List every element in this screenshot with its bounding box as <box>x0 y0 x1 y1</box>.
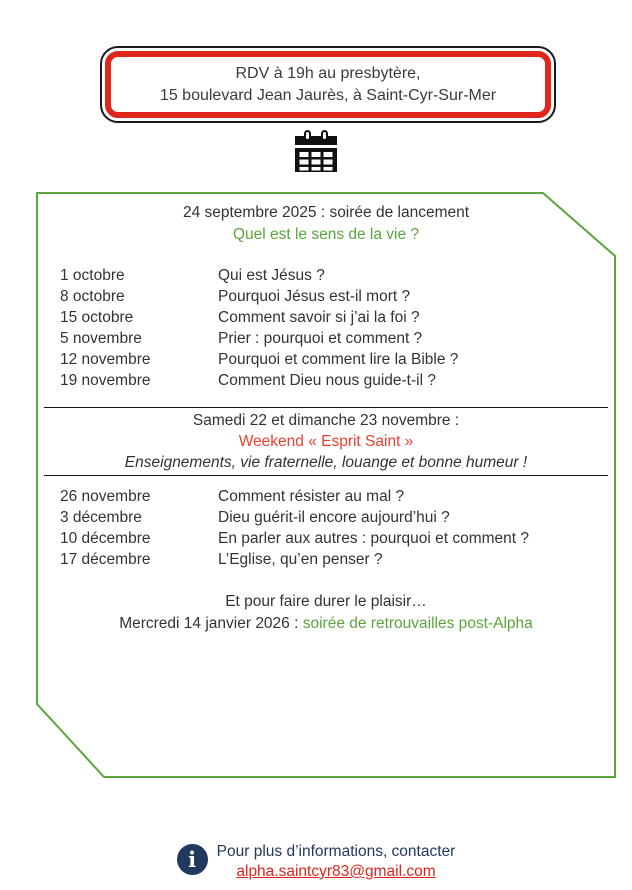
session-topic: Comment savoir si j’ai la foi ? <box>218 309 420 326</box>
launch-line: 24 septembre 2025 : soirée de lancement <box>182 204 470 221</box>
session-date: 5 novembre <box>60 330 142 347</box>
weekend-subtitle: Enseignements, vie fraternelle, louange et bonne humeur ! <box>124 454 528 471</box>
session-row <box>36 486 616 507</box>
session-date: 26 novembre <box>60 488 151 505</box>
session-topic: Comment Dieu nous guide-t-il ? <box>218 372 436 389</box>
info-icon: i <box>177 844 208 875</box>
session-topic: Comment résister au mal ? <box>218 488 405 505</box>
divider-bottom <box>44 475 608 476</box>
calendar-icon <box>293 130 339 174</box>
contact-text: Pour plus d’informations, contacter <box>216 843 456 860</box>
session-row <box>36 528 616 549</box>
session-topic: Pourquoi Jésus est-il mort ? <box>218 288 411 305</box>
closing-event: soirée de retrouvailles post-Alpha <box>302 615 533 632</box>
session-row <box>36 286 616 307</box>
session-date: 3 décembre <box>60 509 142 526</box>
session-row <box>36 370 616 391</box>
weekend-dates: Samedi 22 et dimanche 23 novembre : <box>192 412 460 429</box>
program-content <box>36 192 616 635</box>
sessions-part-1 <box>36 265 616 391</box>
session-date: 15 octobre <box>60 309 134 326</box>
footer-text <box>217 842 456 882</box>
program-box <box>36 192 616 778</box>
session-row <box>36 328 616 349</box>
session-date: 17 décembre <box>60 551 151 568</box>
address-box <box>100 46 556 123</box>
session-date: 1 octobre <box>60 267 125 284</box>
session-topic: L’Eglise, qu’en penser ? <box>218 551 383 568</box>
session-date: 12 novembre <box>60 351 151 368</box>
closing-intro: Et pour faire durer le plaisir… <box>225 593 427 610</box>
weekend-title: Weekend « Esprit Saint » <box>238 433 414 450</box>
address-line-2: 15 boulevard Jean Jaurès, à Saint-Cyr-Sur-Mer <box>159 86 497 104</box>
weekend-block <box>36 410 616 473</box>
address-box-inner <box>105 51 551 118</box>
session-row <box>36 349 616 370</box>
session-topic: Pourquoi et comment lire la Bible ? <box>218 351 459 368</box>
session-row <box>36 307 616 328</box>
session-topic: Prier : pourquoi et comment ? <box>218 330 423 347</box>
sessions-part-2 <box>36 486 616 570</box>
session-topic: En parler aux autres : pourquoi et comment ? <box>218 530 530 547</box>
footer-contact <box>0 842 632 882</box>
contact-email-link[interactable]: alpha.saintcyr83@gmail.com <box>236 863 436 880</box>
address-line-1: RDV à 19h au presbytère, <box>235 64 421 82</box>
session-row <box>36 507 616 528</box>
closing-line <box>36 613 616 635</box>
session-row <box>36 549 616 570</box>
closing-date: Mercredi 14 janvier 2026 : <box>119 615 299 632</box>
session-topic: Qui est Jésus ? <box>218 267 325 284</box>
divider-top <box>44 407 608 408</box>
session-topic: Dieu guérit-il encore aujourd’hui ? <box>218 509 450 526</box>
session-date: 10 décembre <box>60 530 151 547</box>
launch-theme: Quel est le sens de la vie ? <box>232 226 420 243</box>
session-row <box>36 265 616 286</box>
session-date: 19 novembre <box>60 372 151 389</box>
session-date: 8 octobre <box>60 288 125 305</box>
